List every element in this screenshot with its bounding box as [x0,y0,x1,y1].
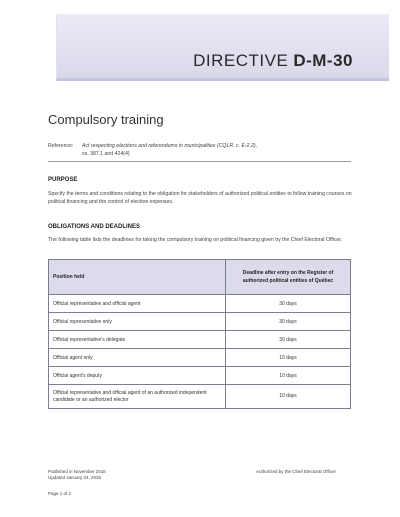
deadline-cell: 10 days [226,367,351,385]
table-row [49,313,351,331]
position-cell: Official representative only [49,313,226,331]
table-row [49,295,351,313]
obligations-heading: OBLIGATIONS AND DEADLINES [48,224,141,230]
divider [48,161,351,162]
directive-title [193,51,353,71]
header-position-held: Position held [49,260,226,295]
position-cell: Official representative and official agent of an authorized independent candidate or an authorized elector [49,385,226,409]
position-cell: Official agent's deputy [49,367,226,385]
table-row [49,349,351,367]
publication-dates [48,469,106,481]
purpose-heading: PURPOSE [48,177,78,183]
deadlines-table [48,259,351,409]
purpose-text: Specify the terms and conditions relating to the obligation for stakeholders of authorized political entities to follow training courses on political financing and the control of election expenses. [48,191,352,205]
reference-block [48,142,358,158]
table-header-row [49,260,351,295]
directive-word: DIRECTIVE [193,51,289,70]
header-deadline: Deadline after entry on the Register of authorized political entities of Québec [226,260,351,295]
table-row [49,367,351,385]
deadline-cell: 10 days [226,349,351,367]
table-row [49,331,351,349]
deadline-cell: 10 days [226,385,351,409]
position-cell: Official representative and official agent [49,295,226,313]
directive-code: D-M-30 [293,51,353,70]
table-row [49,385,351,409]
deadline-cell: 30 days [226,295,351,313]
authorized-by: Authorized by the Chief Electoral Officer [256,469,336,474]
header-banner [56,14,389,81]
page-number: Page 1 of 2 [48,491,72,496]
page-title: Compulsory training [48,112,164,127]
updated-date: Updated January 24, 2025 [48,475,102,480]
published-date: Published in November 2016 [48,469,106,474]
obligations-intro: The following table lists the deadlines for taking the compulsory training on political financing given by the Chief Electoral Officer. [48,237,343,243]
reference-text: Act respecting elections and referendums in municipalities (CQLR, c. E-2.2), [82,143,258,149]
position-cell: Official agent only [49,349,226,367]
deadline-cell: 30 days [226,331,351,349]
deadline-cell: 30 days [226,313,351,331]
position-cell: Official representative's delegate [49,331,226,349]
reference-label: Reference: [48,143,74,149]
reference-sections: ss. 387.1 and 424(4) [82,151,130,157]
